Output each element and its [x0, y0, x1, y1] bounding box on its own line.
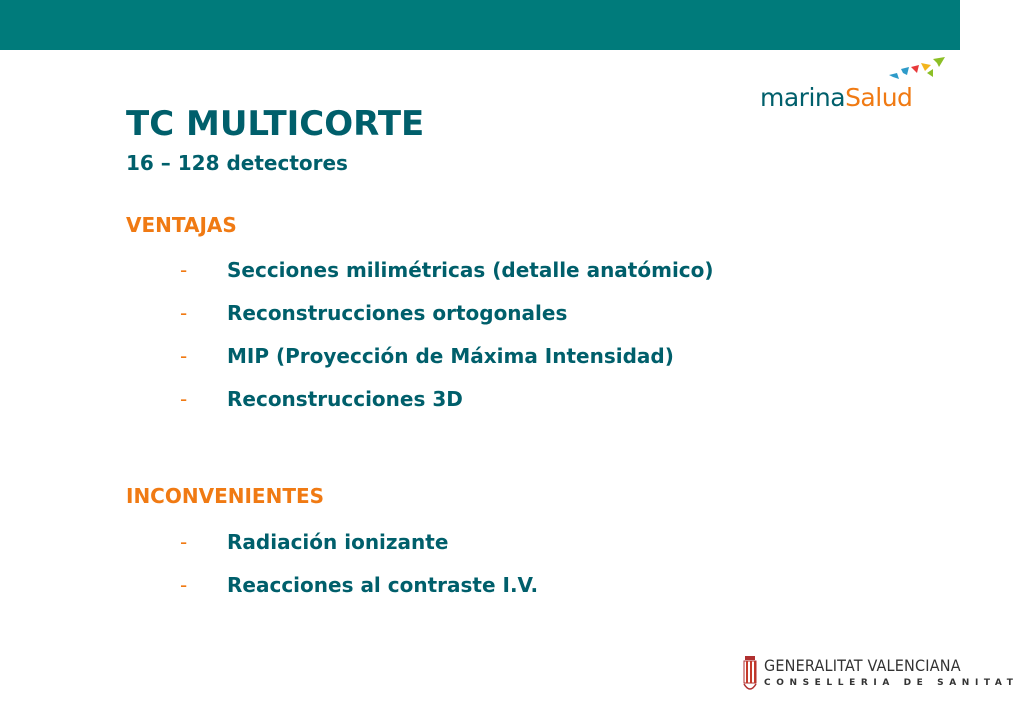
- advantage-item-text: Reconstrucciones 3D: [227, 387, 463, 411]
- slide-title: TC MULTICORTE: [126, 104, 425, 144]
- disadvantages-heading: INCONVENIENTES: [126, 484, 325, 508]
- advantage-item-text: Secciones milimétricas (detalle anatómico): [227, 258, 714, 282]
- conselleria-name: CONSELLERIA DE SANITAT: [764, 678, 1019, 688]
- bullet-marker: -: [180, 573, 188, 597]
- bullet-marker: -: [180, 301, 188, 325]
- marinasalud-logo: [760, 55, 950, 125]
- advantage-item-text: MIP (Proyección de Máxima Intensidad): [227, 344, 674, 368]
- logo-wordmark: [760, 83, 912, 112]
- disadvantage-item-text: Radiación ionizante: [227, 530, 449, 554]
- generalitat-name: GENERALITAT VALENCIANA: [764, 656, 961, 675]
- bullet-marker: -: [180, 387, 188, 411]
- generalitat-valenciana-logo: [742, 655, 1019, 695]
- logo-part-marina: marina: [760, 83, 846, 112]
- birds-icon: [887, 55, 947, 85]
- advantages-heading: VENTAJAS: [126, 213, 237, 237]
- bullet-marker: -: [180, 344, 188, 368]
- bullet-marker: -: [180, 530, 188, 554]
- disadvantage-item-text: Reacciones al contraste I.V.: [227, 573, 539, 597]
- bullet-marker: -: [180, 258, 188, 282]
- advantage-item-text: Reconstrucciones ortogonales: [227, 301, 568, 325]
- top-header-band: [0, 0, 960, 50]
- slide-subtitle: 16 – 128 detectores: [126, 151, 348, 175]
- logo-part-salud: Salud: [845, 83, 913, 112]
- coat-of-arms-icon: [742, 656, 758, 694]
